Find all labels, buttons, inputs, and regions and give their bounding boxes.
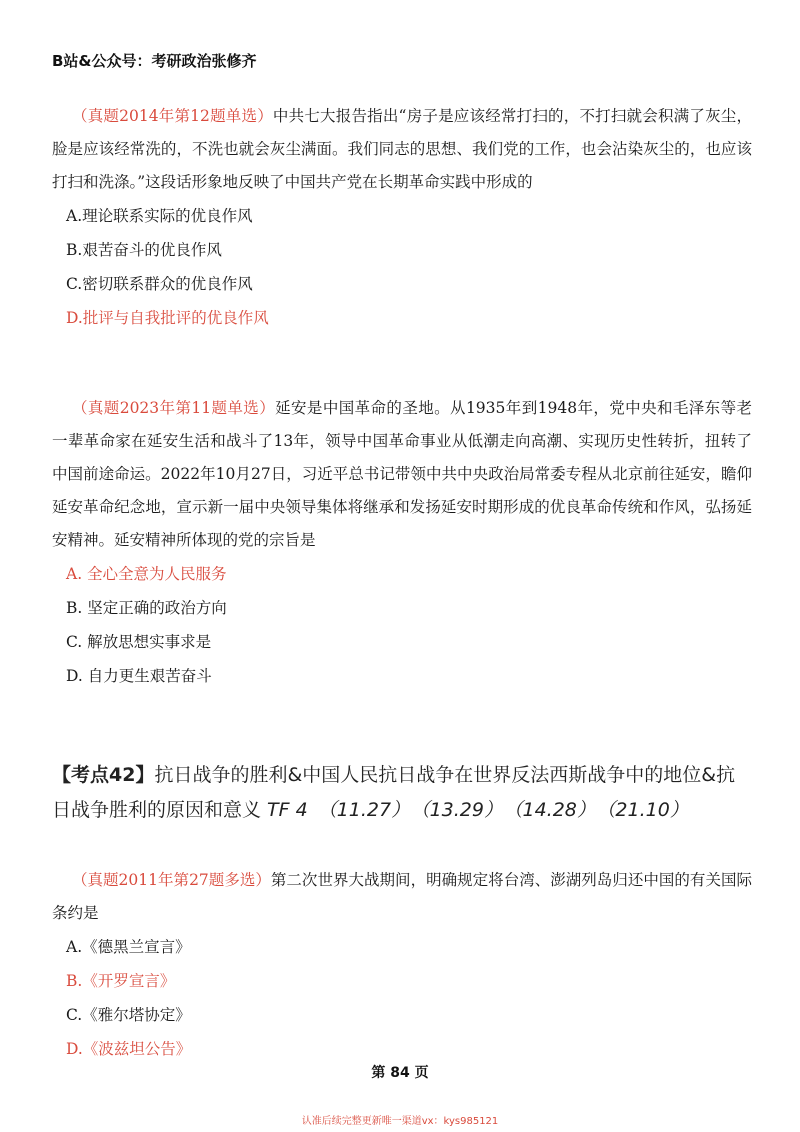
option-a: A.理论联系实际的优良作风	[66, 207, 253, 225]
option-c: C.《雅尔塔协定》	[66, 1006, 191, 1024]
page-header-title: B站&公众号：考研政治张修齐	[52, 52, 257, 70]
question-tag: （真题2011年第27题多选）	[72, 871, 271, 889]
footer-watermark-note: 认准后续完整更新唯一渠道vx：kys985121	[301, 1116, 499, 1127]
option-c: C. 解放思想实事求是	[66, 633, 212, 651]
question-block-1	[52, 100, 752, 335]
option-d-correct: D.《波兹坦公告》	[66, 1040, 192, 1058]
question-stem	[52, 392, 752, 557]
kaodian-number: （14.28）	[513, 799, 596, 821]
question-tag: （真题2014年第12题单选）	[72, 107, 273, 125]
question-stem	[52, 100, 752, 199]
option-b: B.艰苦奋斗的优良作风	[66, 241, 222, 259]
question-stem	[52, 864, 752, 930]
option-a-correct: A. 全心全意为人民服务	[66, 565, 227, 583]
kaodian-label: 【考点42】	[52, 764, 155, 786]
kaodian-heading	[52, 758, 752, 828]
option-d: D. 自力更生艰苦奋斗	[66, 667, 212, 685]
kaodian-title: 抗日战争的胜利&中国人民抗日战争在世界反法西斯战争中的地位&抗日战争胜利的原因和意义	[52, 764, 736, 821]
question-block-3	[52, 864, 752, 1066]
question-block-2	[52, 392, 752, 693]
option-c: C.密切联系群众的优良作风	[66, 275, 253, 293]
kaodian-number: （13.29）	[420, 799, 503, 821]
kaodian-number: （21.10）	[605, 799, 689, 821]
option-b: B. 坚定正确的政治方向	[66, 599, 227, 617]
option-a: A.《德黑兰宣言》	[66, 938, 191, 956]
option-d-correct: D.批评与自我批评的优良作风	[66, 309, 269, 327]
question-text: 中共七大报告指出“房子是应该经常打扫的，不打扫就会积满了灰尘，脸是应该经常洗的，不洗也就会灰尘满面。我们同志的思想、我们党的工作，也会沾染灰尘的，也应该打扫和洗涤。”这段话形象地反映了中国共产党在长期革命实践中形成的	[52, 107, 752, 191]
question-text: 延安是中国革命的圣地。从1935年到1948年，党中央和毛泽东等老一辈革命家在延安生活和战斗了13年，领导中国革命事业从低潮走向高潮、实现历史性转折，扭转了中国前途命运。2022年10月27日，习近平总书记带领中共中央政治局常委专程从北京前往延安，瞻仰延安革命纪念地，宣示新一届中央领导集体将继承和发扬延安时期形成的优良革命传统和作风，弘扬延安精神。延安精神所体现的党的宗旨是	[52, 399, 752, 549]
question-text: 第二次世界大战期间，明确规定将台湾、澎湖列岛归还中国的有关国际条约是	[52, 871, 752, 922]
kaodian-ref: TF 4	[267, 799, 308, 821]
kaodian-number: （11.27）	[317, 799, 411, 821]
page-number: 第 84 页	[371, 1065, 429, 1081]
question-tag: （真题2023年第11题单选）	[72, 399, 276, 417]
option-b-correct: B.《开罗宣言》	[66, 972, 176, 990]
